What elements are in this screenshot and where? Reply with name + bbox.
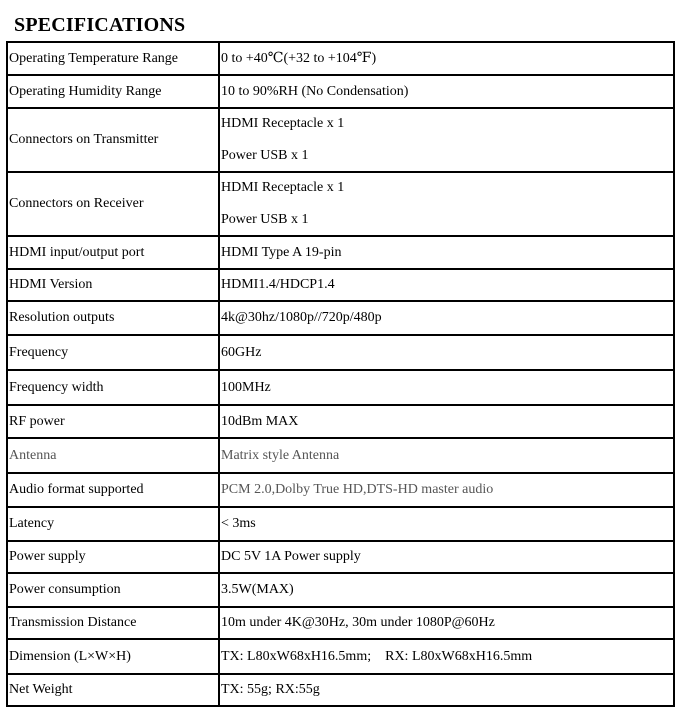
table-row [7,507,674,541]
spec-value: 0 to +40℃(+32 to +104℉) [219,42,674,75]
spec-label: Operating Humidity Range [7,75,219,108]
spec-value: 10m under 4K@30Hz, 30m under 1080P@60Hz [219,607,674,639]
spec-value: HDMI1.4/HDCP1.4 [219,269,674,301]
table-row [7,438,674,473]
spec-value [219,172,674,236]
spec-value: 100MHz [219,370,674,405]
table-row [7,108,674,172]
spec-value-line: Power USB x 1 [221,212,309,227]
spec-label: Transmission Distance [7,607,219,639]
spec-label: Resolution outputs [7,301,219,335]
spec-value [219,108,674,172]
table-row [7,541,674,573]
specifications-table [6,41,675,707]
spec-value [219,639,674,674]
spec-value-line: HDMI Receptacle x 1 [221,116,345,131]
spec-label: Operating Temperature Range [7,42,219,75]
spec-label: Net Weight [7,674,219,706]
table-row [7,236,674,269]
table-row [7,301,674,335]
spec-label: Antenna [7,438,219,473]
spec-label: Power supply [7,541,219,573]
spec-value: 10dBm MAX [219,405,674,438]
spec-value: Matrix style Antenna [219,438,674,473]
table-row [7,75,674,108]
table-row [7,607,674,639]
page-title: SPECIFICATIONS [14,14,186,36]
table-row [7,573,674,607]
table-row [7,674,674,706]
spec-label: HDMI Version [7,269,219,301]
spec-value: DC 5V 1A Power supply [219,541,674,573]
table-row [7,370,674,405]
spec-label: Connectors on Receiver [7,172,219,236]
spec-value: < 3ms [219,507,674,541]
table-row [7,639,674,674]
table-row [7,172,674,236]
spec-label: Dimension (L×W×H) [7,639,219,674]
spec-value: 10 to 90%RH (No Condensation) [219,75,674,108]
spec-label: Frequency [7,335,219,370]
table-row [7,405,674,438]
spec-label: RF power [7,405,219,438]
spec-label: Audio format supported [7,473,219,507]
spec-value: 4k@30hz/1080p//720p/480p [219,301,674,335]
table-row [7,269,674,301]
spec-label: Latency [7,507,219,541]
spec-label: Connectors on Transmitter [7,108,219,172]
spec-value: PCM 2.0,Dolby True HD,DTS-HD master audio [219,473,674,507]
spec-value: 60GHz [219,335,674,370]
spec-label: Power consumption [7,573,219,607]
table-row [7,473,674,507]
spec-value-line: Power USB x 1 [221,148,309,163]
spec-value: HDMI Type A 19-pin [219,236,674,269]
spec-value-tx: TX: L80xW68xH16.5mm; [221,648,372,664]
spec-label: HDMI input/output port [7,236,219,269]
spec-value: TX: 55g; RX:55g [219,674,674,706]
spec-value: 3.5W(MAX) [219,573,674,607]
table-row [7,335,674,370]
spec-value-rx: RX: L80xW68xH16.5mm [385,648,533,664]
spec-label: Frequency width [7,370,219,405]
spec-value-line: HDMI Receptacle x 1 [221,180,345,195]
table-row [7,42,674,75]
